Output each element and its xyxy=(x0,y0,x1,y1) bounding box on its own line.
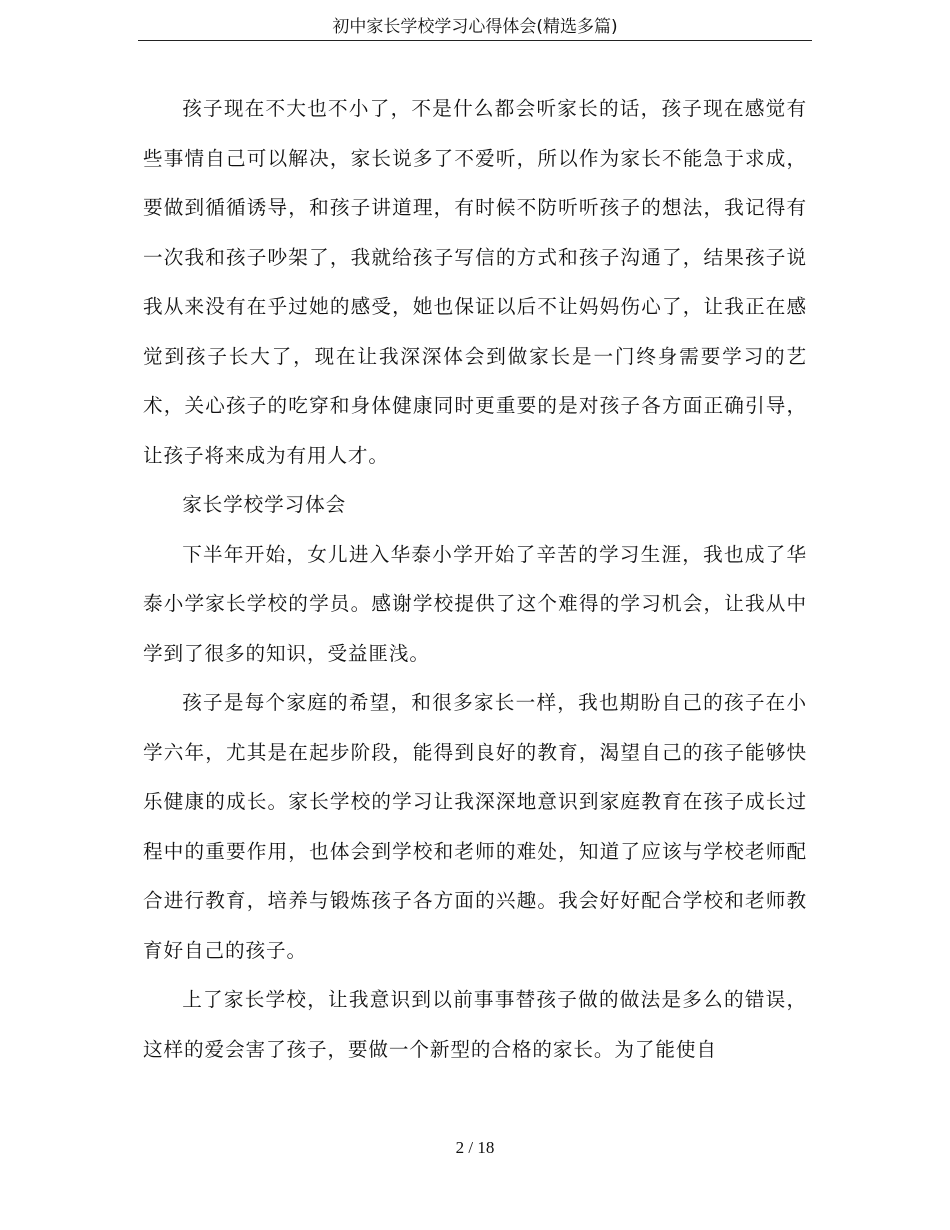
page-footer xyxy=(0,1138,950,1158)
section-heading: 家长学校学习体会 xyxy=(182,493,347,516)
paragraph-4: 上了家长学校，让我意识到以前事事替孩子做的做法是多么的错误，这样的爱会害了孩子，要做一个新型的合格的家长。为了能使自 xyxy=(143,988,807,1061)
document-title: 初中家长学校学习心得体会(精选多篇) xyxy=(332,17,618,37)
page-number: 2 / 18 xyxy=(455,1138,495,1157)
paragraph-3: 孩子是每个家庭的希望，和很多家长一样，我也期盼自己的孩子在小学六年，尤其是在起步阶段，能得到良好的教育，渴望自己的孩子能够快乐健康的成长。家长学校的学习让我深深地意识到家庭教育在孩子成长过程中的重要作用，也体会到学校和老师的难处，知道了应该与学校老师配合进行教育，培养与锻炼孩子各方面的兴趣。我会好好配合学校和老师教育好自己的孩子。 xyxy=(143,691,807,962)
paragraph-1: 孩子现在不大也不小了，不是什么都会听家长的话，孩子现在感觉有些事情自己可以解决，家长说多了不爱听，所以作为家长不能急于求成，要做到循循诱导，和孩子讲道理，有时候不防听听孩子的想法，我记得有一次我和孩子吵架了，我就给孩子写信的方式和孩子沟通了，结果孩子说我从来没有在乎过她的感受，她也保证以后不让妈妈伤心了，让我正在感觉到孩子长大了，现在让我深深体会到做家长是一门终身需要学习的艺术，关心孩子的吃穿和身体健康同时更重要的是对孩子各方面正确引导，让孩子将来成为有用人才。 xyxy=(143,97,807,467)
page-header xyxy=(138,14,812,41)
paragraph-2: 下半年开始，女儿进入华泰小学开始了辛苦的学习生涯，我也成了华泰小学家长学校的学员。感谢学校提供了这个难得的学习机会，让我从中学到了很多的知识，受益匪浅。 xyxy=(143,542,807,665)
document-body xyxy=(143,84,807,1074)
